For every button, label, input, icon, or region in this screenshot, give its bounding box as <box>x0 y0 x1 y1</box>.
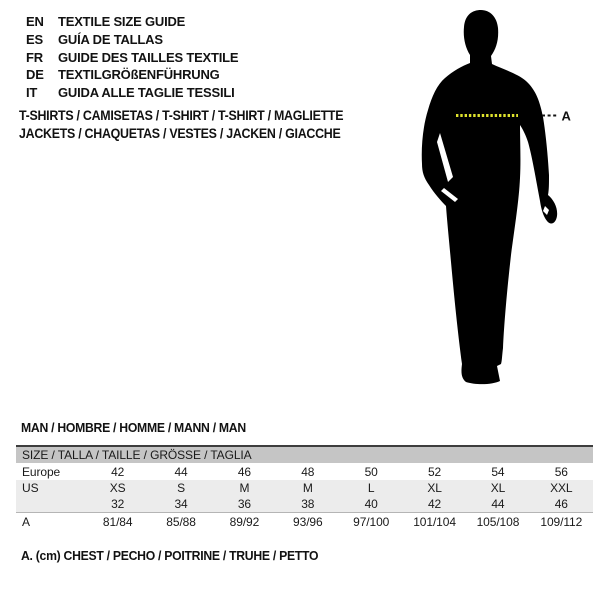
language-label: TEXTILGRÖßENFÜHRUNG <box>58 67 220 83</box>
table-cell: 52 <box>427 464 442 479</box>
table-cell: 89/92 <box>229 514 260 529</box>
row-label: US <box>22 481 39 495</box>
table-cell: 50 <box>364 464 378 479</box>
table-cell: M <box>239 481 250 495</box>
table-cell: M <box>302 481 313 495</box>
table-cell: 38 <box>301 497 315 511</box>
language-code: DE <box>26 67 44 83</box>
language-label: GUÍA DE TALLAS <box>58 32 163 48</box>
size-table-body <box>16 463 593 530</box>
row-label: A <box>22 514 30 529</box>
measure-label-a: A <box>561 108 571 124</box>
table-cell: 46 <box>554 497 568 511</box>
table-cell: L <box>367 481 375 495</box>
language-code: EN <box>26 14 44 30</box>
table-cell: XS <box>109 481 126 495</box>
measurement-footnote: A. (cm) CHEST / PECHO / POITRINE / TRUHE / PETTO <box>21 548 319 563</box>
category-line-jackets: JACKETS / CHAQUETAS / VESTES / JACKEN / GIACCHE <box>19 125 341 141</box>
table-cell: 48 <box>301 464 315 479</box>
row-label: Europe <box>22 464 61 479</box>
language-code: ES <box>26 32 43 48</box>
language-label: GUIDA ALLE TAGLIE TESSILI <box>58 85 235 101</box>
language-label: GUIDE DES TAILLES TEXTILE <box>58 49 239 65</box>
table-cell: 46 <box>237 464 252 479</box>
table-row <box>16 512 593 530</box>
size-table-header <box>16 447 593 463</box>
section-title: MAN / HOMBRE / HOMME / MANN / MAN <box>21 420 246 435</box>
table-cell: 54 <box>491 464 505 479</box>
table-cell: 42 <box>427 497 442 511</box>
table-cell: 85/88 <box>166 514 196 529</box>
table-cell: 105/108 <box>476 514 520 529</box>
table-cell: 81/84 <box>102 514 133 529</box>
language-label: TEXTILE SIZE GUIDE <box>58 14 186 30</box>
table-cell: XXL <box>550 481 573 495</box>
table-cell: 42 <box>111 464 125 479</box>
table-row <box>16 480 593 496</box>
table-cell: 32 <box>111 497 125 511</box>
table-cell: XL <box>427 481 442 495</box>
table-cell: 56 <box>554 464 568 479</box>
language-code: IT <box>26 85 38 101</box>
size-table <box>16 445 593 530</box>
language-code: FR <box>26 49 43 65</box>
category-line-tshirts: T-SHIRTS / CAMISETAS / T-SHIRT / T-SHIRT / MAGLIETTE <box>19 108 344 123</box>
table-cell: 93/96 <box>293 514 323 529</box>
size-table-header-label: SIZE / TALLA / TAILLE / GRÖSSE / TAGLIA <box>22 448 252 462</box>
table-cell: 44 <box>174 464 188 479</box>
table-cell: 109/112 <box>540 514 583 529</box>
table-cell: S <box>177 481 186 495</box>
table-cell: 101/104 <box>413 514 456 529</box>
table-cell: 36 <box>237 497 252 511</box>
man-silhouette <box>422 10 557 384</box>
table-cell: XL <box>490 481 506 495</box>
table-cell: 97/100 <box>353 514 390 529</box>
table-row <box>16 463 593 480</box>
table-cell: 40 <box>364 497 378 511</box>
table-cell: 34 <box>174 497 188 511</box>
table-cell: 44 <box>491 497 505 511</box>
table-row <box>16 496 593 512</box>
